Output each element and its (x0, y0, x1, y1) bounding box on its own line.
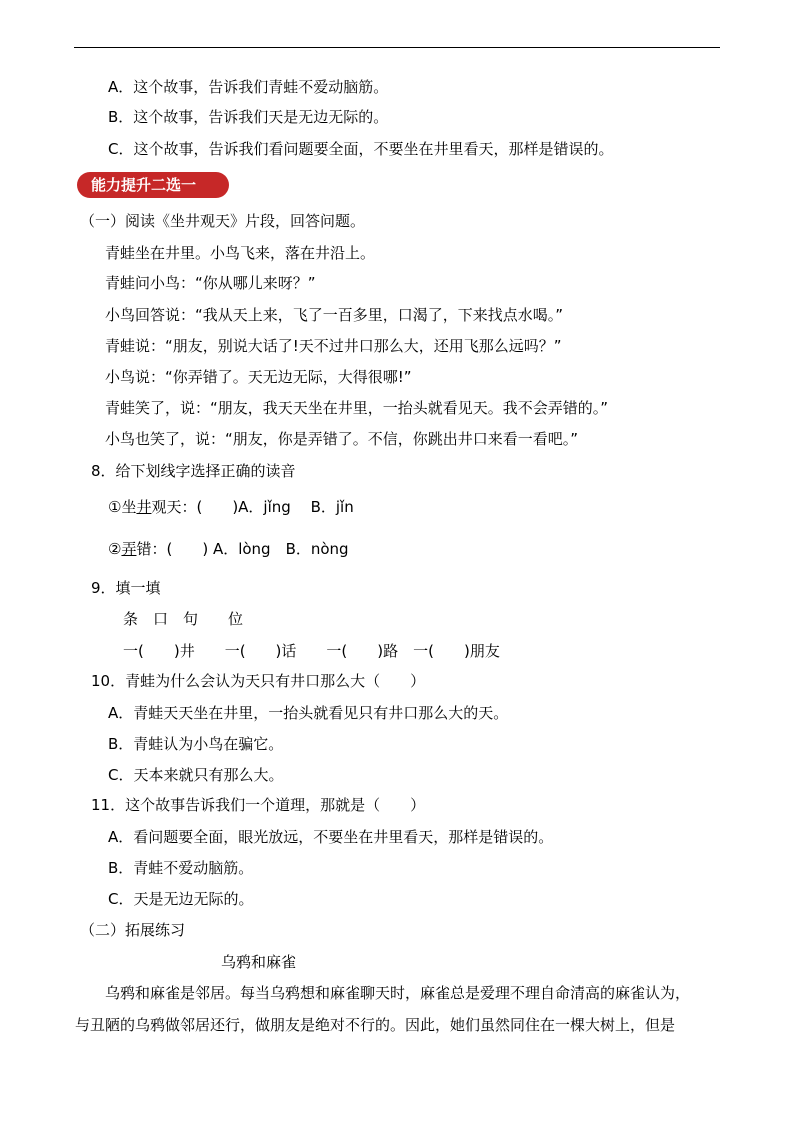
passage-line: 青蛙说：“朋友，别说大话了!天不过井口那么大，还用飞那么远吗？” (105, 337, 562, 355)
q11-option-b: B．青蛙不爱动脑筋。 (108, 859, 254, 877)
q11-stem: 11．这个故事告诉我们一个道理，那就是（ ） (91, 796, 426, 814)
q9-word-bank: 条 口 句 位 (123, 610, 244, 628)
passage-line: 小鸟回答说：“我从天上来，飞了一百多里，口渴了，下来找点水喝。” (105, 306, 564, 324)
q9-stem: 9．填一填 (91, 579, 161, 597)
passage-line: 小鸟说：“你弄错了。天无边无际，大得很哪!” (105, 368, 412, 386)
q8-item-1-post: 观天：( )A．jǐng B．jǐn (151, 498, 354, 516)
q11-option-c: C．天是无边无际的。 (108, 890, 254, 908)
q8-item-2 (108, 539, 349, 559)
prev-option-a: A．这个故事，告诉我们青蛙不爱动脑筋。 (108, 78, 389, 96)
q8-item-2-post: 错：( ) A．lòng B．nòng (136, 540, 349, 558)
q8-item-1-underlined-char: 井 (136, 498, 152, 516)
q10-stem: 10．青蛙为什么会认为天只有井口那么大（ ） (91, 672, 426, 690)
prev-option-b: B．这个故事，告诉我们天是无边无际的。 (108, 108, 389, 126)
q10-option-b: B．青蛙认为小鸟在骗它。 (108, 735, 284, 753)
q8-item-2-pre: ② (108, 540, 122, 558)
q8-item-1-pre: ①坐 (108, 498, 137, 516)
passage-line: 青蛙坐在井里。小鸟飞来，落在井沿上。 (105, 244, 376, 262)
story-title: 乌鸦和麻雀 (221, 953, 297, 971)
q8-stem: 8．给下划线字选择正确的读音 (91, 462, 296, 480)
q10-option-a: A．青蛙天天坐在井里，一抬头就看见只有井口那么大的天。 (108, 704, 509, 722)
passage-line: 青蛙笑了，说：“朋友，我天天坐在井里，一抬头就看见天。我不会弄错的。” (105, 399, 609, 417)
passage-line: 小鸟也笑了，说：“朋友，你是弄错了。不信，你跳出井口来看一看吧。” (105, 430, 579, 448)
q9-blanks: 一( )井 一( )话 一( )路 一( )朋友 (123, 642, 500, 660)
header-rule (74, 47, 720, 48)
q11-option-a: A．看问题要全面，眼光放远，不要坐在井里看天，那样是错误的。 (108, 828, 554, 846)
q8-item-2-underlined-char: 弄 (121, 540, 137, 558)
prev-option-c: C．这个故事，告诉我们看问题要全面，不要坐在井里看天，那样是错误的。 (108, 140, 614, 158)
passage-line: 青蛙问小鸟：“你从哪儿来呀？” (105, 274, 316, 292)
q10-option-c: C．天本来就只有那么大。 (108, 766, 284, 784)
part2-heading: （二）拓展练习 (80, 921, 186, 939)
section-badge: 能力提升二选一 (77, 172, 229, 198)
story-paragraph-line: 与丑陋的乌鸦做邻居还行，做朋友是绝对不行的。因此，她们虽然同住在一棵大树上，但是 (75, 1016, 676, 1034)
story-paragraph-line: 乌鸦和麻雀是邻居。每当乌鸦想和麻雀聊天时，麻雀总是爱理不理自命清高的麻雀认为， (105, 984, 691, 1002)
q8-item-1 (108, 497, 354, 517)
part1-heading: （一）阅读《坐井观天》片段，回答问题。 (80, 212, 366, 230)
